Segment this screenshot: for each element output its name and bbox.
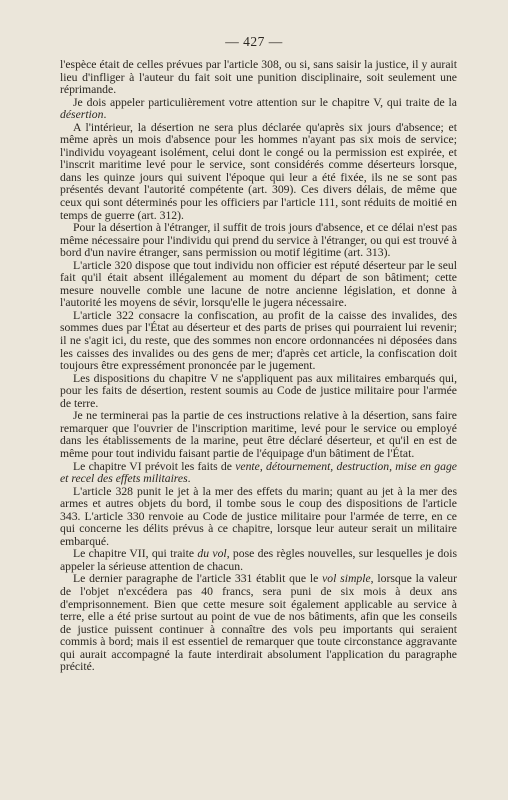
body-text (60, 59, 457, 674)
text-segment: Je ne terminerai pas la partie de ces instructions relative à la désertion, sans faire remarquer que l'ouvrier de l'inscription maritime, levé pour le service ou employé dans les établissements de la marine, peut être déclaré déserteur, et qu'il en est de même pour tout individu faisant partie de l'équipage d'un bâtiment de l'État. (60, 409, 457, 460)
text-segment: A l'intérieur, la désertion ne sera plus déclarée qu'après six jours d'absence; et même après un mois d'absence pour les hommes n'ayant pas six mois de service; l'individu voyageant isolément, celui dont le congé ou la permission est expirée, et l'inscrit maritime levé pour le service, sont considérés comme déserteurs lorsque, dans les quinze jours qui suivent l'époque qui leur a été fixée, ils ne se sont pas présentés devant l'autorité compétente (art. 309). Ces divers délais, de même que ceux qui sont déterminés pour les officiers par l'article 111, sont réduits de moitié en temps de guerre (art. 312). (60, 120, 457, 222)
paragraph (60, 59, 457, 97)
text-segment: Les dispositions du chapitre V ne s'appliquent pas aux militaires embarqués qui, pour les faits de désertion, restent soumis au Code de justice militaire pour l'armée de terre. (60, 371, 457, 410)
paragraph (60, 310, 457, 373)
paragraph (60, 486, 457, 549)
text-segment: Le chapitre VII, qui traite (73, 547, 198, 561)
text-segment: . (103, 108, 107, 122)
text-segment: Le chapitre VI prévoit les faits de (73, 459, 236, 473)
text-segment: L'article 320 dispose que tout individu non officier est réputé déserteur par le seul fait qu'il était absent illégalement au moment du départ de son bâtiment; cette mesure nouvelle comble une lacune de notre ancienne législation, et donne à l'autorité les moyens de sévir, lorsqu'elle le jugera nécessaire. (60, 258, 457, 310)
paragraph (60, 97, 457, 122)
paragraph (60, 222, 457, 260)
text-segment: L'article 328 punit le jet à la mer des effets du marin; quant au jet à la mer des armes et autres objets du bord, il tombe sous le coup des dispositions de l'article 343. L'article 330 renvoie au Code de justice militaire pour l'armée de terre, en ce qui concerne les délits prévus à ce chapitre, lorsque leur auteur serait un militaire embarqué. (60, 484, 457, 548)
paragraph (60, 410, 457, 460)
paragraph (60, 122, 457, 222)
text-segment: . (187, 472, 191, 486)
paragraph (60, 548, 457, 573)
text-segment: Pour la désertion à l'étranger, il suffit de trois jours d'absence, et ce délai n'est pas même nécessaire pour l'individu qui prend du service à l'étranger, ou qui est trouvé à bord d'un navire étranger, sans permission ou motif légitime (art. 313). (60, 221, 457, 260)
text-segment: l'espèce était de celles prévues par l'article 308, ou si, sans saisir la justice, il y aurait lieu d'infliger à l'auteur du fait soit une punition disciplinaire, soit seulement une réprimande. (60, 58, 457, 97)
text-segment: , pose des règles nouvelles, sur lesquelles je dois appeler la sérieuse attention de chacun. (60, 547, 458, 573)
italic-text-segment: vente, détournement, destruction, mise en gage et recel des effets militaires (60, 459, 457, 486)
italic-text-segment: vol simple (322, 572, 371, 586)
italic-text-segment: désertion (60, 108, 104, 122)
text-segment: , lorsque la valeur de l'objet n'excédera pas 40 francs, sera puni de six mois à deux ans d'emprisonnement. Bien que cette mesure soit également applicable au service à terre, elle a été prise surtout au point de vue de nos bâtiments, afin que les conseils de justice puissent continuer à connaître des vols peu importants qui seraient commis à bord; mais il est essentiel de remarquer que toute circonstance aggravante qui aurait accompagné la faute interdirait absolument l'application du paragraphe précité. (60, 572, 458, 674)
page-number: — 427 — (225, 34, 283, 49)
text-segment: L'article 322 consacre la confiscation, au profit de la caisse des invalides, des sommes dues par l'État au déserteur et des parts de prises qui pourraient lui revenir; il ne s'agit ici, du reste, que des sommes non encore ordonnancées ni déposées dans les caisses des invalides ou des gens de mer; d'après cet article, la confiscation doit toujours être expressément prononcée par le jugement. (60, 308, 457, 373)
text-segment: Le dernier paragraphe de l'article 331 établit que le (73, 572, 323, 586)
text-segment: Je dois appeler particulièrement votre attention sur le chapitre V, qui traite de la (73, 95, 457, 109)
paragraph (60, 373, 457, 411)
italic-text-segment: du vol (197, 547, 227, 561)
paragraph (60, 260, 457, 310)
paragraph (60, 461, 457, 486)
paragraph (60, 573, 457, 673)
